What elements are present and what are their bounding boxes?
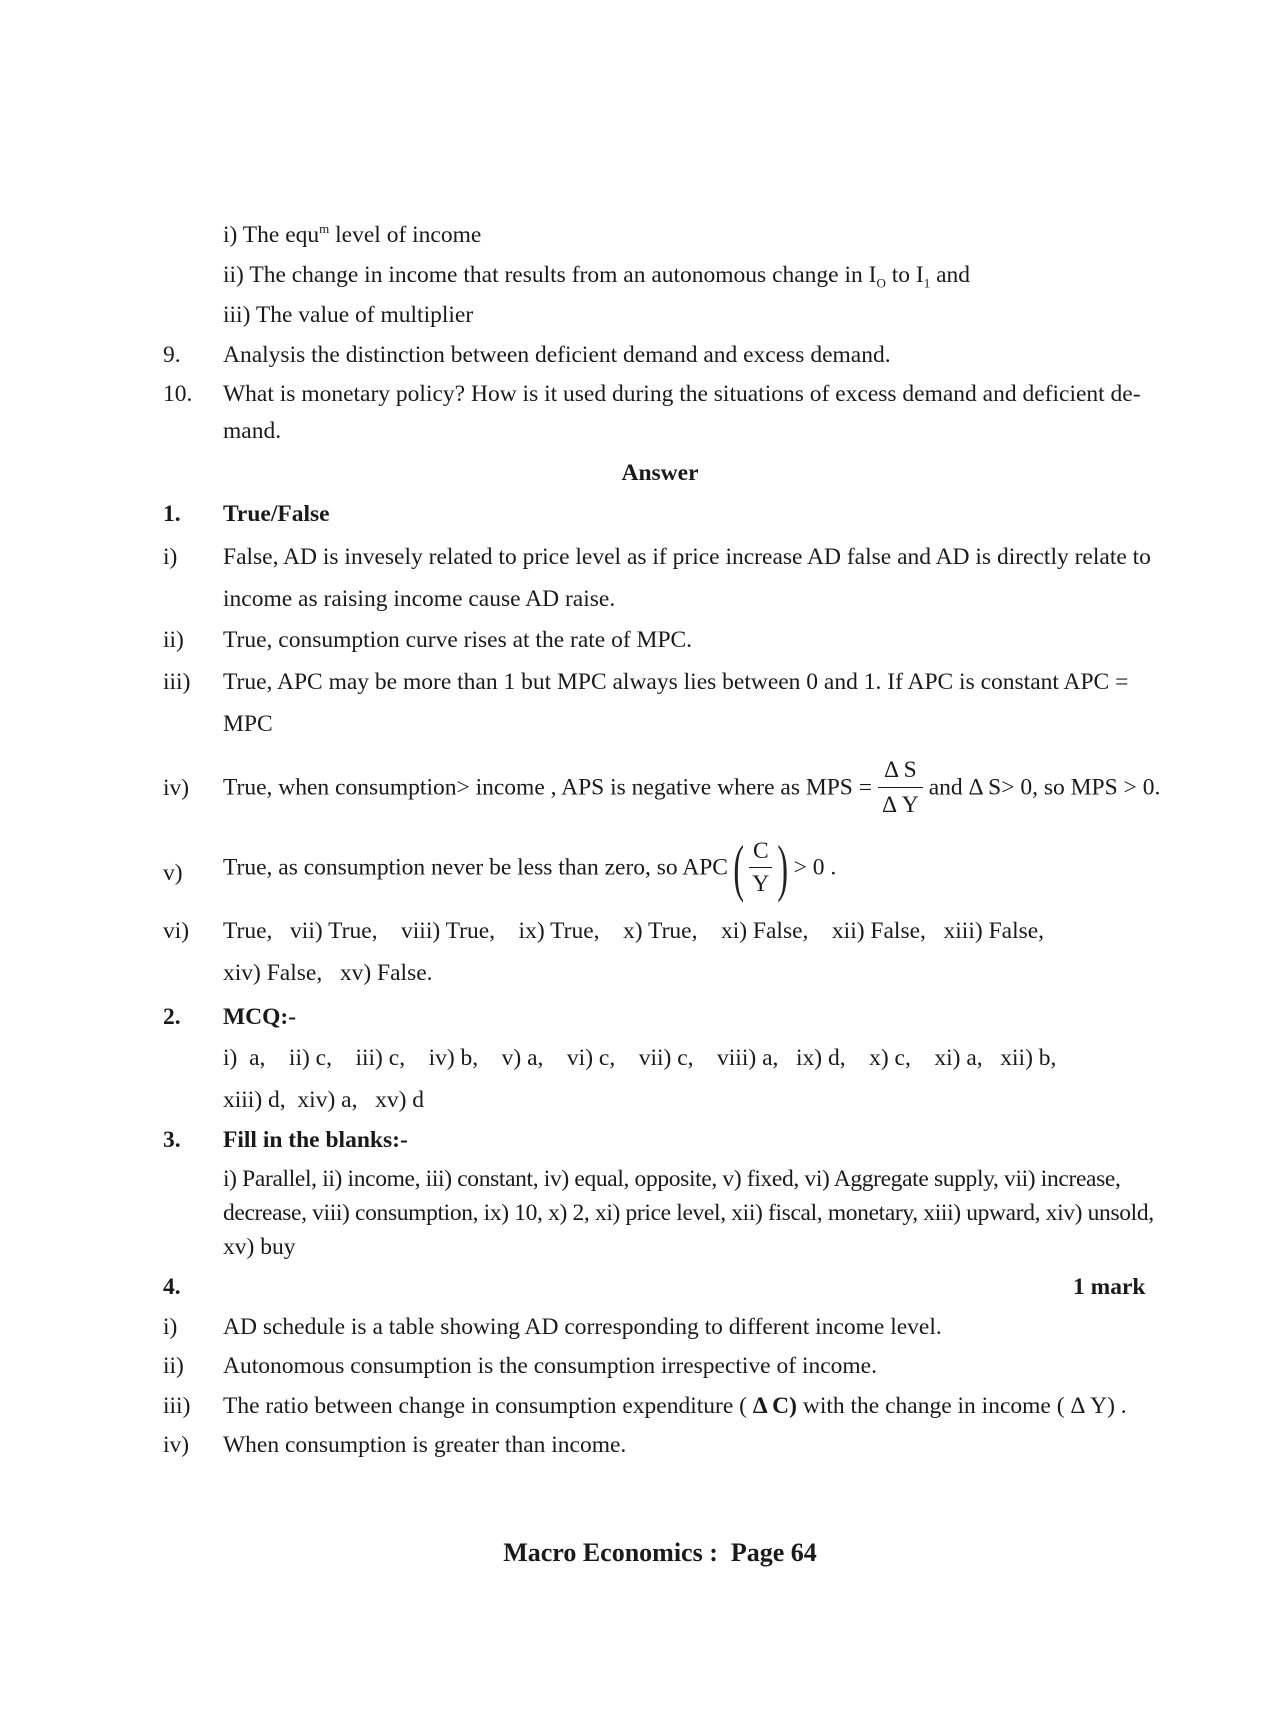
apc-fraction: $\frac{C}{Y}$ <box>749 838 772 898</box>
a3-line3: xv) buy <box>223 1234 296 1260</box>
a3-line1: i) Parallel, ii) income, iii) constant, iv) equal, opposite, v) fixed, vi) Aggregate supply, vii) increase, <box>223 1166 1121 1192</box>
q8-part-iii: iii) The value of multiplier <box>223 302 474 328</box>
a2-line2: xiii) d, xiv) a, xv) d <box>223 1087 425 1113</box>
a4-i-text: AD schedule is a table showing AD corresponding to different income level. <box>223 1314 942 1340</box>
a4-iii-number: iii) <box>163 1393 191 1419</box>
a3-number: 3. <box>163 1127 181 1153</box>
left-paren: ( <box>733 832 744 903</box>
a4-i-number: i) <box>163 1314 178 1340</box>
a1-v-text: True, as consumption never be less than zero, so APC( $\frac{C}{Y}$ ) > 0 . <box>223 832 837 903</box>
a4-iv-number: iv) <box>163 1432 190 1458</box>
a3-title: Fill in the blanks:- <box>223 1127 408 1153</box>
a1-vi-line2: xiv) False, xv) False. <box>223 960 433 986</box>
a1-i-line1: False, AD is invesely related to price level as if price increase AD false and AD is directly relate to <box>223 544 1151 570</box>
mps-fraction: $\frac{\text{Δ S}}{\text{Δ Y}}$ <box>878 757 923 819</box>
a3-line2: decrease, viii) consumption, ix) 10, x) 2, xi) price level, xii) fiscal, monetary, xiii) upward, xiv) unsold, <box>223 1200 1154 1226</box>
a1-iv-text: True, when consumption> income , APS is negative where as MPS = $\frac{\text{Δ S}}{\text{Δ Y}}$ and Δ S> 0, so MPS > 0. <box>223 757 1161 819</box>
a1-i-number: i) <box>163 544 178 570</box>
a1-title: True/False <box>223 501 330 527</box>
a2-line1: i) a, ii) c, iii) c, iv) b, v) a, vi) c, vii) c, viii) a, ix) d, x) c, xi) a, xii) b, <box>223 1045 1057 1071</box>
a2-number: 2. <box>163 1004 181 1030</box>
a1-number: 1. <box>163 501 181 527</box>
a1-ii-text: True, consumption curve rises at the rate of MPC. <box>223 627 693 653</box>
q8-part-ii: ii) The change in income that results from an autonomous change in $I_O$ to $I_1$ and <box>223 262 971 291</box>
a1-vi-number: vi) <box>163 918 190 944</box>
a4-number: 4. <box>163 1274 181 1300</box>
page-footer: Macro Economics : Page 64 <box>503 1538 817 1567</box>
a4-ii-text: Autonomous consumption is the consumption irrespective of income. <box>223 1353 877 1379</box>
a1-i-line2: income as raising income cause AD raise. <box>223 586 616 612</box>
q10-text-line1: What is monetary policy? How is it used during the situations of excess demand and deficient de- <box>223 381 1141 407</box>
right-paren: ) <box>777 832 789 903</box>
a1-iii-line1: True, APC may be more than 1 but MPC always lies between 0 and 1. If APC is constant APC = <box>223 669 1129 695</box>
a4-marks: 1 mark <box>1073 1274 1146 1300</box>
a1-iii-line2: MPC <box>223 711 273 737</box>
a1-iv-number: iv) <box>163 775 190 801</box>
q8-part-i: i) The equ$^m$ level of income <box>223 221 482 248</box>
a2-title: MCQ:- <box>223 1004 297 1030</box>
a1-v-number: v) <box>163 860 183 886</box>
a1-iii-number: iii) <box>163 669 191 695</box>
a4-iv-text: When consumption is greater than income. <box>223 1432 627 1458</box>
a1-ii-number: ii) <box>163 627 184 653</box>
a4-iii-text: The ratio between change in consumption expenditure ( Δ C) with the change in income ( Δ Y) . <box>223 1393 1127 1419</box>
q10-number: 10. <box>163 381 193 407</box>
a1-vi-line1: True, vii) True, viii) True, ix) True, x) True, xi) False, xii) False, xiii) False, <box>223 918 1045 944</box>
q9-text: Analysis the distinction between deficient demand and excess demand. <box>223 342 891 368</box>
a4-ii-number: ii) <box>163 1353 184 1379</box>
answer-heading: Answer <box>621 460 699 486</box>
q10-text-line2: mand. <box>223 418 282 444</box>
q9-number: 9. <box>163 342 181 368</box>
